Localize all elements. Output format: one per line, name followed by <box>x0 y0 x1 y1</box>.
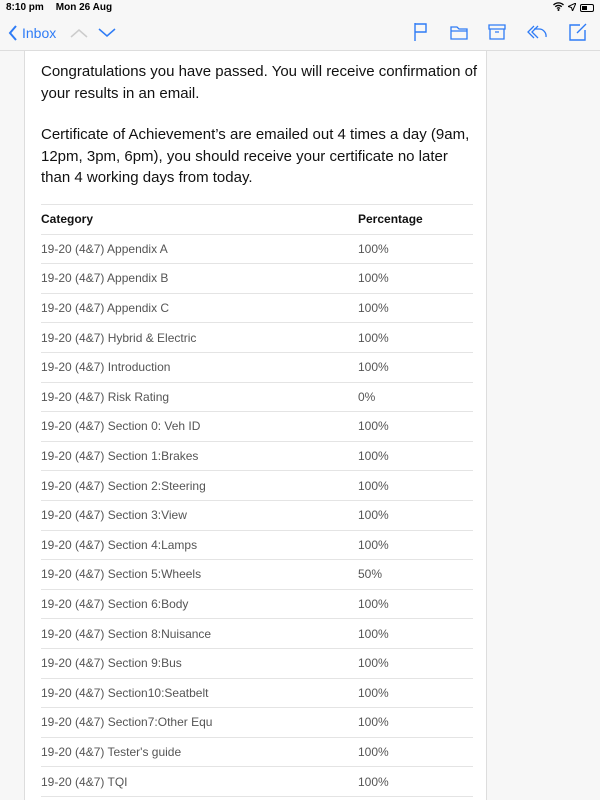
flag-icon[interactable] <box>412 22 430 42</box>
compose-icon[interactable] <box>568 22 588 42</box>
percentage-cell: 100% <box>354 323 473 353</box>
battery-icon <box>580 4 594 12</box>
percentage-cell: 100% <box>354 412 473 442</box>
table-row <box>41 767 473 797</box>
status-date: Mon 26 Aug <box>55 2 113 13</box>
category-cell: 19-20 (4&7) Section 8:Nuisance <box>41 619 354 649</box>
table-row <box>41 708 473 738</box>
percentage-cell: 100% <box>354 738 473 768</box>
chevron-left-icon <box>8 25 18 41</box>
category-cell: 19-20 (4&7) Section 5:Wheels <box>41 560 354 590</box>
table-row <box>41 442 473 472</box>
column-header-category: Category <box>41 205 354 235</box>
wifi-icon <box>553 2 564 14</box>
message-body <box>24 51 487 800</box>
folder-icon[interactable] <box>450 22 468 42</box>
archive-icon[interactable] <box>488 22 506 42</box>
table-row <box>41 323 473 353</box>
table-row <box>41 590 473 620</box>
category-cell: 19-20 (4&7) Section 0: Veh ID <box>41 412 354 442</box>
percentage-cell: 0% <box>354 383 473 413</box>
percentage-cell: 100% <box>354 471 473 501</box>
category-cell: 19-20 (4&7) Introduction <box>41 353 354 383</box>
table-row <box>41 353 473 383</box>
results-table <box>41 204 473 797</box>
table-row <box>41 235 473 265</box>
table-row <box>41 649 473 679</box>
column-header-percentage: Percentage <box>354 205 473 235</box>
percentage-cell: 100% <box>354 590 473 620</box>
table-row <box>41 471 473 501</box>
percentage-cell: 100% <box>354 235 473 265</box>
status-bar <box>0 0 600 16</box>
previous-message-chevron-up-icon[interactable] <box>70 27 88 39</box>
message-paragraph-certificate: Certificate of Achievement’s are emailed out 4 times a day (9am, 12pm, 3pm, 6pm), you should receive your certificate no later than 4 working days from today. <box>41 126 470 186</box>
table-row <box>41 412 473 442</box>
category-cell: 19-20 (4&7) TQI <box>41 767 354 797</box>
category-cell: 19-20 (4&7) Section 9:Bus <box>41 649 354 679</box>
percentage-cell: 100% <box>354 767 473 797</box>
status-time: 8:10 pm <box>6 2 44 13</box>
table-row <box>41 619 473 649</box>
back-label: Inbox <box>22 25 57 41</box>
reply-icon[interactable] <box>526 22 548 42</box>
category-cell: 19-20 (4&7) Section 3:View <box>41 501 354 531</box>
category-cell: 19-20 (4&7) Appendix C <box>41 294 354 324</box>
percentage-cell: 100% <box>354 531 473 561</box>
table-row <box>41 383 473 413</box>
category-cell: 19-20 (4&7) Section 1:Brakes <box>41 442 354 472</box>
percentage-cell: 100% <box>354 708 473 738</box>
table-row <box>41 738 473 768</box>
percentage-cell: 100% <box>354 442 473 472</box>
percentage-cell: 100% <box>354 501 473 531</box>
category-cell: 19-20 (4&7) Section 6:Body <box>41 590 354 620</box>
category-cell: 19-20 (4&7) Section7:Other Equ <box>41 708 354 738</box>
percentage-cell: 100% <box>354 294 473 324</box>
category-cell: 19-20 (4&7) Appendix B <box>41 264 354 294</box>
location-icon <box>568 3 576 14</box>
back-to-inbox-button[interactable] <box>8 25 56 41</box>
category-cell: 19-20 (4&7) Appendix A <box>41 235 354 265</box>
category-cell: 19-20 (4&7) Section 2:Steering <box>41 471 354 501</box>
category-cell: 19-20 (4&7) Section10:Seatbelt <box>41 679 354 709</box>
category-cell: 19-20 (4&7) Tester's guide <box>41 738 354 768</box>
table-row <box>41 264 473 294</box>
percentage-cell: 100% <box>354 353 473 383</box>
next-message-chevron-down-icon[interactable] <box>98 27 116 39</box>
table-row <box>41 294 473 324</box>
percentage-cell: 50% <box>354 560 473 590</box>
category-cell: 19-20 (4&7) Hybrid & Electric <box>41 323 354 353</box>
table-row <box>41 501 473 531</box>
table-row <box>41 560 473 590</box>
category-cell: 19-20 (4&7) Section 4:Lamps <box>41 531 354 561</box>
percentage-cell: 100% <box>354 649 473 679</box>
percentage-cell: 100% <box>354 619 473 649</box>
percentage-cell: 100% <box>354 679 473 709</box>
message-paragraph-passed: Congratulations you have passed. You will receive confirmation of your results in an email. <box>41 63 478 102</box>
table-row <box>41 531 473 561</box>
category-cell: 19-20 (4&7) Risk Rating <box>41 383 354 413</box>
percentage-cell: 100% <box>354 264 473 294</box>
mail-toolbar <box>0 16 600 51</box>
table-row <box>41 679 473 709</box>
